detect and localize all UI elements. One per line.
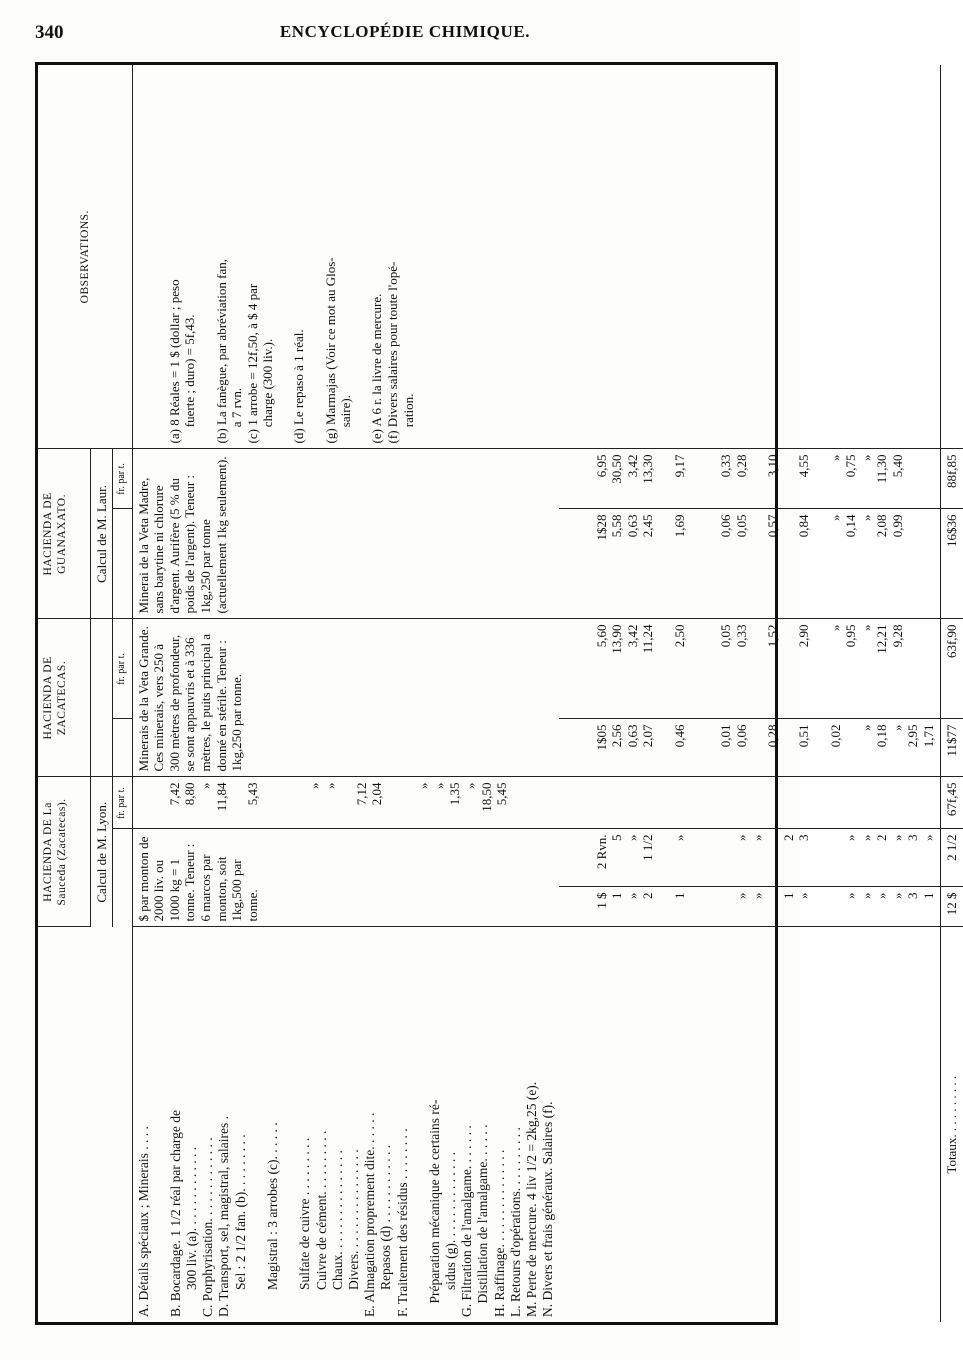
totals-label: Totaux. . . . . . . . . . xyxy=(940,927,962,1322)
row-labels: A. Détails spéciaux ; Minerais . . . . B. Bocardage. 1 1/2 réal par charge de 300 liv. (a). . . . . . . . . . . . . C. Porphyrisation. . . . . . . . . . . . . D. Transport, sel, magistral, salaires . Sel : 2 1/2 fan. (b). . . . . . . . . Magistral : 3 arrobes (c). . . . . . Sulfate de cuivre . . . . . . . . . Cuivre de cément. . . . . . . . . . Chaux. . . . . . . . . . . . . . . . Divers. . . . . . . . . . . . . . . . E. Almagation proprement dite. . . . . . Repasos (d) . . . . . . . . . . . . F. Traitement des résidus . . . . . . . . Préparation mécanique de certains ré- sidus (g). . . . . . . . . . . . . . G. Filtration de l'amalgame. . . . . . . Distillation de l'amalgame. . . . . . H. Raffinage. . . . . . . . . . . . . . . L. Retours d'opérations. . . . . . . . . . M. Perte de mercure. 4 liv 1/2 = 2kg,25 (e). N. Divers et frais généraux. Salaires (f). xyxy=(135,1081,556,1317)
saucedo-description xyxy=(132,829,559,927)
guanaxato-description xyxy=(132,449,559,619)
unit-desc-guanaxato xyxy=(113,509,132,619)
saucedo-desc-text: $ par monton de 2000 liv. ou 1000 kg = 1 tonne. Teneur : 6 marcos par monton, soit 1kg,500 par tonne. xyxy=(135,836,260,922)
observations-spacer xyxy=(559,65,940,449)
guanaxato-dollar-column: 1$28 5,58 0,63 2,45 1,69 0,06 0,05 0,57 0,84 » 0,14 » 2,08 0,99 xyxy=(559,509,940,619)
header-guanaxato: HACIENDA DE GUANAXATO. xyxy=(38,449,90,619)
header-blank xyxy=(38,927,132,1322)
rotated-table xyxy=(38,65,959,1322)
cost-table-frame xyxy=(35,62,959,1325)
header-saucedo: HACIENDA DE La Sauceda (Zacatecas). xyxy=(38,777,90,927)
unit-desc-saucedo xyxy=(113,829,132,927)
saucedo-fr-column: 7,42 8,80 » 11,84 5,43 » » 7,12 2,04 » » 1,35 » 18,50 5,45 xyxy=(132,777,559,829)
header-saucedo-author: Calcul de M. Lyon. xyxy=(90,777,113,927)
table-body-row xyxy=(132,65,559,1322)
total-saucedo-dollar: 12 $ xyxy=(940,887,962,927)
saucedo-dollar-column: 1 $ 1 » 2 1 » » 1 » » » » » 3 1 xyxy=(559,887,940,927)
total-observations xyxy=(940,65,962,449)
zacatecas-desc-text: Minerais de la Veta Grande. Ces minerais, vers 250 à 300 mètres de profondeur, se sont appauvris et à 336 mètres, le puits principal a donné en stérile. Teneur : 1kg,250 par tonne. xyxy=(135,626,245,772)
observations-column: (a) 8 Réales = 1 $ (dollar ; peso fuerte ; duro) = 5f,43. (b) La fanègue, par abréviation fan, a 7 rvn. (c) 1 arrobe = 12f,50, à $ 4 par charge (300 liv.). (d) Le repaso à 1 réal. (g) Marmajas (Voir ce mot au Glos- saire). (e) A 6 r. la livre de mercure. (f) Divers salaires pour toute l'opé- ration. xyxy=(132,65,559,449)
unit-fr-zacatecas: fr. par t. xyxy=(113,619,132,719)
running-title: ENCYCLOPÉDIE CHIMIQUE. xyxy=(279,22,531,41)
header-guanaxato-author: Calcul de M. Laur. xyxy=(90,449,113,619)
unit-fr-saucedo: fr. par t. xyxy=(113,777,132,829)
guanaxato-fr-column: 6,95 30,50 3,42 13,30 9,17 0,33 0,28 3,10 4,55 » 0,75 » 11,30 5,40 xyxy=(559,449,940,509)
values-spacer xyxy=(559,927,940,1322)
zacatecas-fr-column: 5,60 13,90 3,42 11,24 2,50 0,05 0,33 1,52 2,90 » 0,95 » 12,21 9,28 xyxy=(559,619,940,719)
zacatecas-description xyxy=(132,619,559,777)
header-zacatecas-author xyxy=(90,619,113,777)
page-header xyxy=(35,22,775,50)
header-observations: OBSERVATIONS. xyxy=(38,65,132,449)
guanaxato-desc-text: Minerai de la Veta Madre, sans barytine ni chlorure d'argent. Aurifère (5 % du poids de l'argent). Teneur : 1kg,250 par tonne (actuellement 1kg seulement). xyxy=(135,456,229,614)
total-guanaxato-dollar: 16$36 xyxy=(940,509,962,619)
total-zacatecas-fr: 63f,90 xyxy=(940,619,962,719)
saucedo-reales-column: 2 Rvn. 5 » 1 1/2 » » » 2 3 » » 2 » 3 » xyxy=(559,829,940,887)
total-saucedo-fr: 67f,45 xyxy=(940,777,962,829)
unit-fr-guanaxato: fr. par t. xyxy=(113,449,132,509)
header-zacatecas: HACIENDA DE ZACATECAS. xyxy=(38,619,90,777)
header-row-titles xyxy=(38,65,90,1322)
page-number: 340 xyxy=(35,22,64,43)
zacatecas-dollar-column: 1$05 2,56 0,63 2,07 0,46 0,01 0,06 0,28 0,51 0,02 » 0,18 » 2,95 1,71 xyxy=(559,719,940,777)
cost-comparison-table xyxy=(38,65,963,1322)
unit-desc-zacatecas xyxy=(113,719,132,777)
total-saucedo-reales: 2 1/2 xyxy=(940,829,962,887)
values-row xyxy=(559,65,940,1322)
total-zacatecas-dollar: 11$77 xyxy=(940,719,962,777)
saucedo-fr-spacer xyxy=(559,777,940,829)
total-guanaxato-fr: 88f,85 xyxy=(940,449,962,509)
totals-row xyxy=(940,65,962,1322)
